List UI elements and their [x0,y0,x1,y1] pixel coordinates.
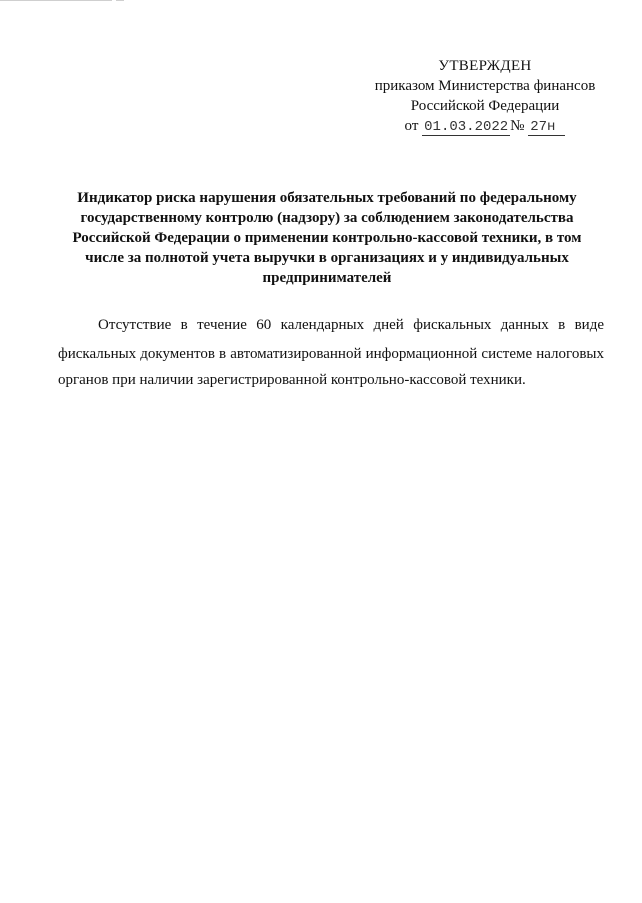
approval-date-row [360,116,610,137]
title-line: числе за полнотой учета выручки в организациях и у индивидуальных [85,250,569,266]
scan-mark [0,0,112,1]
title-line: Индикатор риска нарушения обязательных требований по федеральному [77,190,577,206]
number-prefix: № [510,118,525,134]
order-date: 01.03.2022 [424,119,509,135]
scan-mark [116,0,124,1]
order-number: 27н [528,119,565,136]
approval-heading: УТВЕРЖДЕН [438,58,532,74]
title-line: государственному контролю (надзору) за соблюдением законодательства [80,210,574,226]
body-line: Отсутствие в течение 60 календарных дней фискальных данных в виде [98,317,604,333]
approval-line-1: приказом Министерства финансов [374,78,596,94]
document-body [58,312,604,393]
document-title [62,188,592,288]
date-prefix: от [404,118,419,134]
title-line: предпринимателей [262,270,392,286]
body-line: органов при наличии зарегистрированной контрольно-кассовой техники. [58,372,526,388]
approval-line-2: Российской Федерации [410,98,560,114]
title-line: Российской Федерации о применении контрольно-кассовой техники, в том [72,230,582,246]
approval-stamp-block [360,56,610,137]
body-line: фискальных документов в автоматизированной информационной системе налоговых [58,346,604,362]
